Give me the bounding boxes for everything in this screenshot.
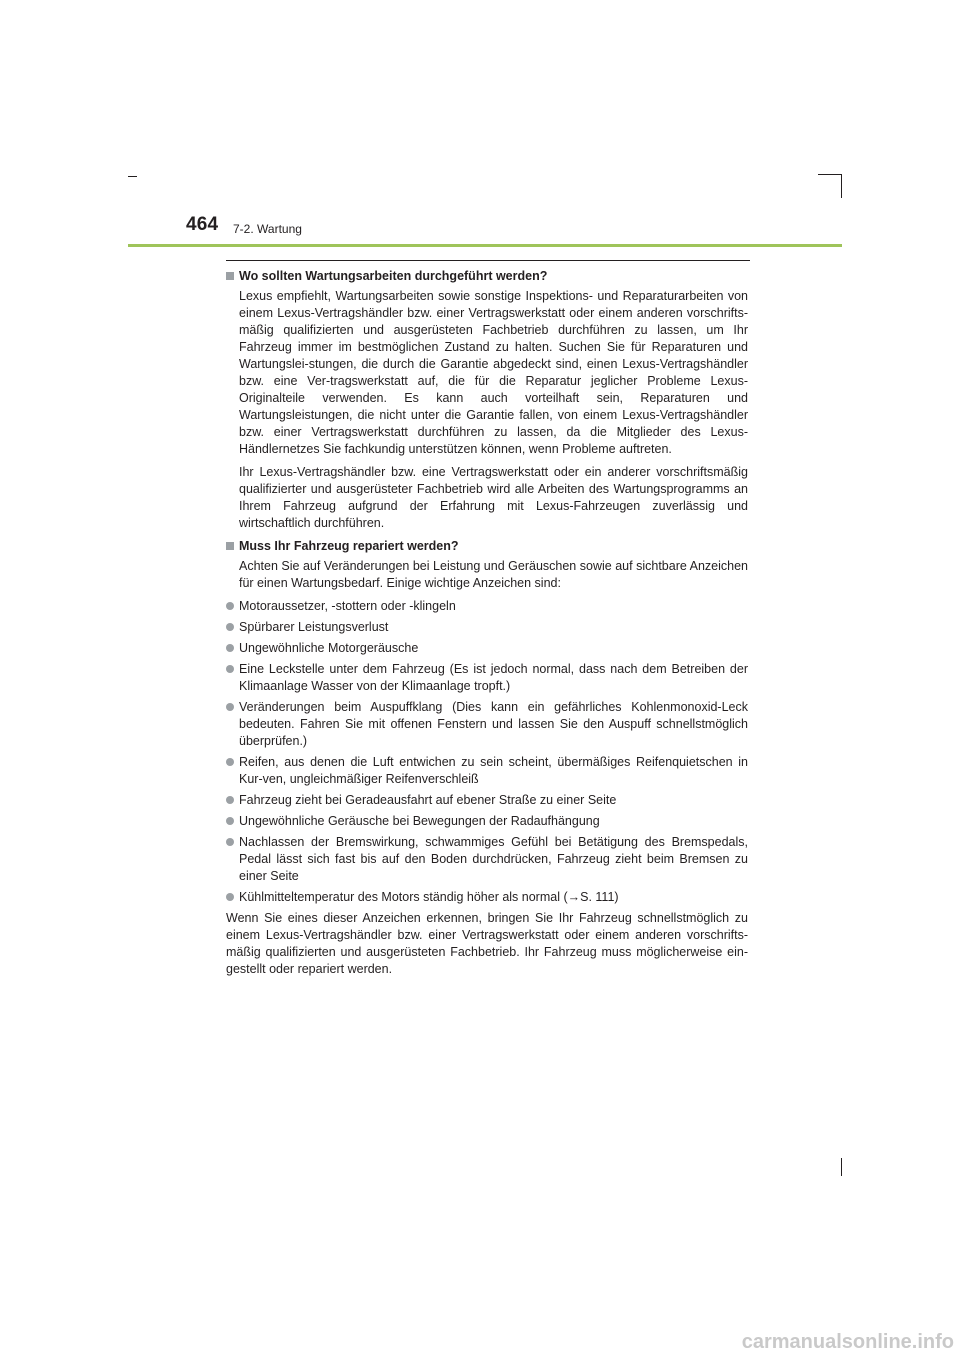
- list-item: Nachlassen der Bremswirkung, schwammiges Gefühl bei Betätigung des Bremspedals, Pedal lässt sich fast bis auf den Boden durchdrücken, Fahrzeug zieht beim Bremsen zu einer Seite: [226, 834, 748, 885]
- circle-bullet-icon: [226, 644, 234, 652]
- circle-bullet-icon: [226, 703, 234, 711]
- list-item: Motoraussetzer, -stottern oder -klingeln: [226, 598, 748, 615]
- paragraph: Ihr Lexus-Vertragshändler bzw. eine Vertragswerkstatt oder ein anderer vorschriftsmäßig qualifizierter und ausgerüsteter Fachbetrieb wird alle Arbeiten des Wartungsprogramms an Ihrem Fahrzeug aufgrund der Erfahrung mit Lexus-Fahrzeugen zuverlässig und wirtschaftlich durchführen.: [239, 465, 748, 530]
- circle-bullet-icon: [226, 623, 234, 631]
- crop-mark-top-left: [128, 176, 137, 177]
- content-area: [226, 268, 748, 984]
- list-item: Ungewöhnliche Geräusche bei Bewegungen der Radaufhängung: [226, 813, 748, 830]
- list-item: Veränderungen beim Auspuffklang (Dies kann ein gefährliches Kohlenmonoxid-Leck bedeuten. Fahren Sie mit offenen Fenstern und lassen Sie den Auspuff schnellstmöglich überprüfen.): [226, 699, 748, 750]
- list-item: Kühlmitteltemperatur des Motors ständig höher als normal (→S. 111): [226, 889, 748, 906]
- symptom-list: [226, 598, 748, 906]
- watermark-text: carmanualsonline.info: [741, 1331, 954, 1353]
- section-heading-text: Muss Ihr Fahrzeug repariert werden?: [239, 539, 459, 553]
- section-title: 7-2. Wartung: [233, 222, 302, 236]
- square-bullet-icon: [226, 272, 234, 280]
- circle-bullet-icon: [226, 817, 234, 825]
- section-heading: [226, 538, 748, 555]
- list-item: Spürbarer Leistungsverlust: [226, 619, 748, 636]
- crop-mark-top-right-vertical: [841, 174, 842, 198]
- section-heading-text: Wo sollten Wartungsarbeiten durchgeführt werden?: [239, 269, 548, 283]
- paragraph: Lexus empfiehlt, Wartungsarbeiten sowie sonstige Inspektions- und Reparaturarbeiten von einem Lexus-Vertragshändler bzw. einer Vertragswerkstatt oder einem anderen vorschrifts-mäßig qualifizierten und ausgerüsteten Fachbetrieb durchführen zu lassen, um Ihr Fahrzeug immer im bestmöglichen Zustand zu halten. Suchen Sie für Reparaturen und Wartungslei-stungen, die durch die Garantie abgedeckt sind, einen Lexus-Vertragshändler bzw. eine Ver-tragswerkstatt auf, die für die Reparatur jeglicher Probleme Lexus-Originalteile verwenden. Es kann auch vorteilhaft sein, Reparaturen und Wartungsleistungen, die nicht unter die Garantie fallen, von einem Lexus-Vertragshändler bzw. einer Vertragswerkstatt durchführen zu lassen, da die Mitglieder des Lexus-Händlernetzes Sie fachkundig unterstützen können, wenn Probleme auftreten.: [239, 289, 748, 456]
- header-divider: [128, 244, 842, 247]
- content-divider: [226, 260, 750, 261]
- paragraph: Achten Sie auf Veränderungen bei Leistung und Geräuschen sowie auf sichtbare Anzeichen für einen Wartungsbedarf. Einige wichtige Anzeichen sind:: [239, 559, 748, 590]
- circle-bullet-icon: [226, 602, 234, 610]
- circle-bullet-icon: [226, 665, 234, 673]
- list-item: Fahrzeug zieht bei Geradeausfahrt auf ebener Straße zu einer Seite: [226, 792, 748, 809]
- square-bullet-icon: [226, 542, 234, 550]
- list-item: Eine Leckstelle unter dem Fahrzeug (Es ist jedoch normal, dass nach dem Betreiben der Klimaanlage Wasser von der Klimaanlage tropft.): [226, 661, 748, 695]
- crop-mark-top-right-horizontal: [818, 174, 842, 175]
- crop-mark-bottom-right: [841, 1158, 842, 1176]
- circle-bullet-icon: [226, 796, 234, 804]
- section-heading: [226, 268, 748, 285]
- circle-bullet-icon: [226, 893, 234, 901]
- circle-bullet-icon: [226, 758, 234, 766]
- page-number: 464: [186, 214, 219, 235]
- paragraph: Wenn Sie eines dieser Anzeichen erkennen, bringen Sie Ihr Fahrzeug schnellstmöglich zu einem Lexus-Vertragshändler bzw. einer Vertragswerkstatt oder einem anderen vorschrifts-mäßig qualifizierten und ausgerüsteten Fachbetrieb. Ihr Fahrzeug muss möglicherweise ein-gestellt oder repariert werden.: [226, 911, 748, 976]
- list-item: Reifen, aus denen die Luft entwichen zu sein scheint, übermäßiges Reifenquietschen in Kur-ven, ungleichmäßiger Reifenverschleiß: [226, 754, 748, 788]
- list-item: Ungewöhnliche Motorgeräusche: [226, 640, 748, 657]
- circle-bullet-icon: [226, 838, 234, 846]
